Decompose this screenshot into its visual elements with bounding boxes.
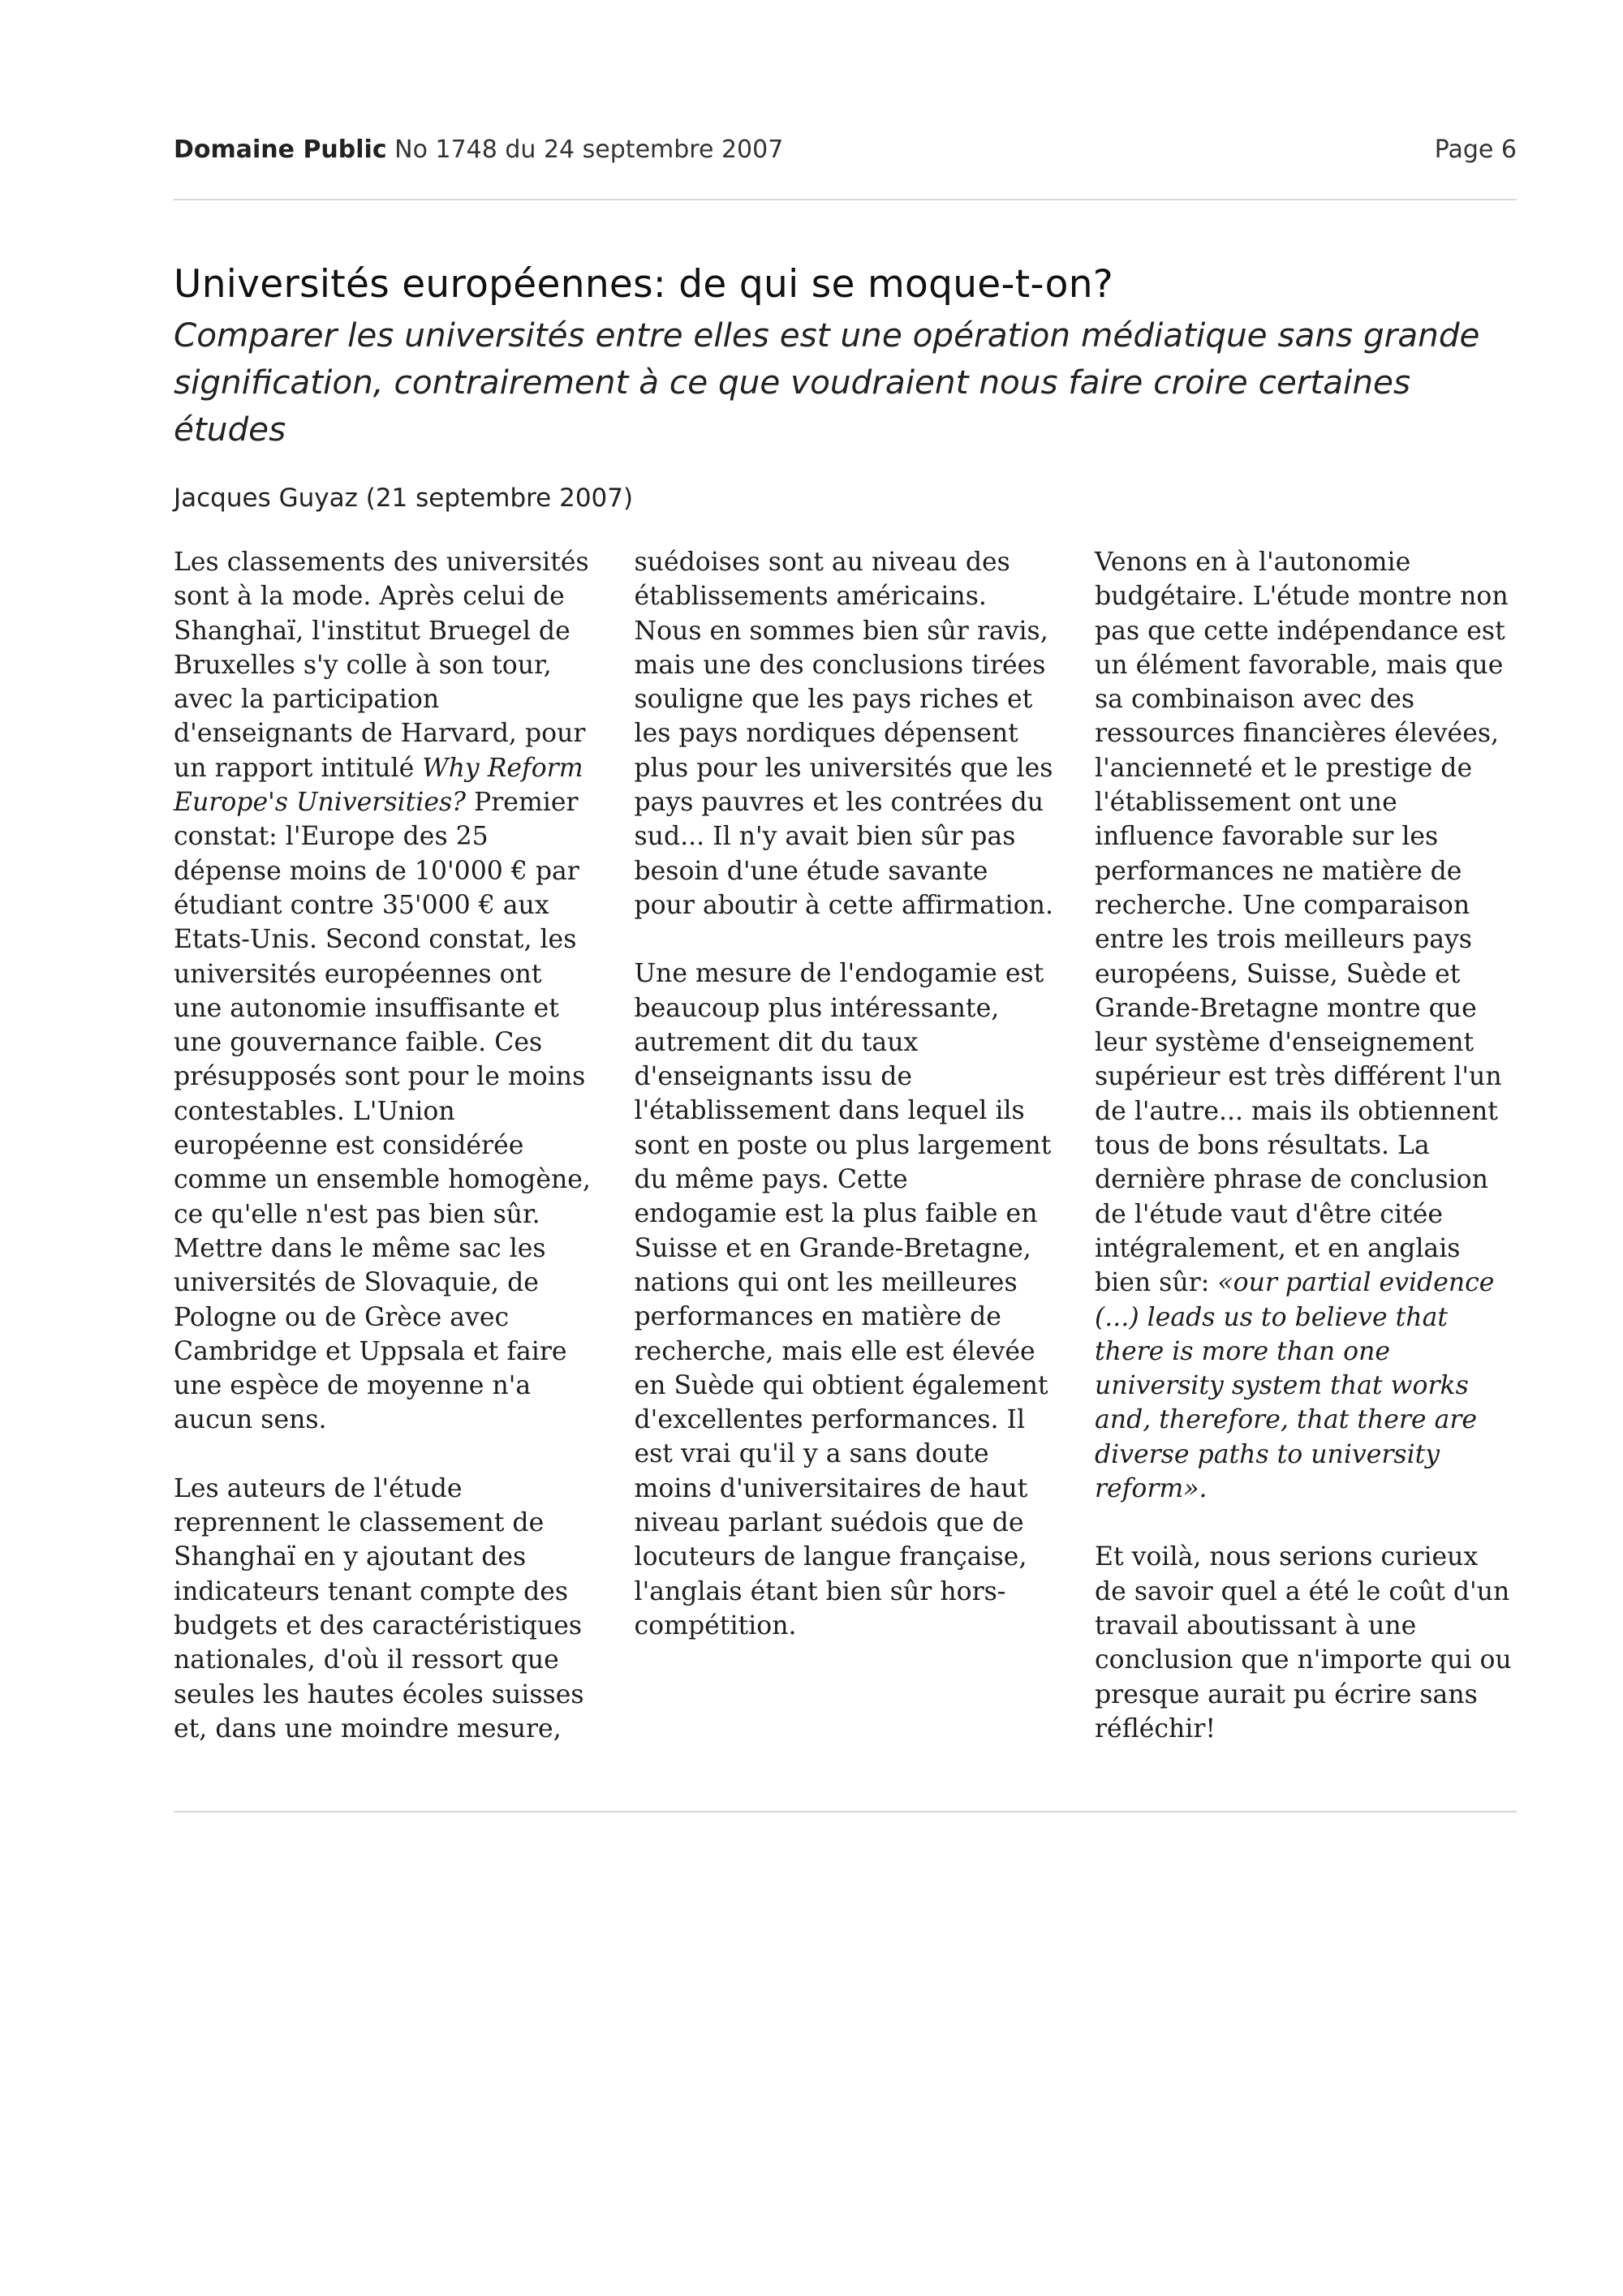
document-page <box>174 130 1517 1743</box>
paragraph: suédoises sont au niveau des établissements américains. Nous en sommes bien sûr ravis, mais une des conclusions tirées souligne que les pays riches et les pays nordiques dépensent plus pour les universités que les pays pauvres et les contrées du sud... Il n'y avait bien sûr pas besoin d'une étude savante pour aboutir à cette affirmation. <box>634 548 1053 920</box>
paragraph-text: Venons en à l'autonomie budgétaire. L'étude montre non pas que cette indépendance est un élément favorable, mais que sa combinaison avec des ressources financières élevées, l'ancienneté et le prestige de l'établissement ont une influence favorable sur les performances ne matière de recherche. Une comparaison entre les trois meilleurs pays européens, Suisse, Suède et Grande-Bretagne montre que leur système d'enseignement supérieur est très différent l'un de l'autre... mais ils obtiennent tous de bons résultats. La dernière phrase de conclusion de l'étude vaut d'être citée intégralement, et en anglais bien sûr: <box>1095 548 1509 1298</box>
report-title: Why Reform Europe's Universities? <box>174 753 583 818</box>
paragraph <box>174 545 596 1438</box>
column-1 <box>174 545 596 1746</box>
column-3 <box>1095 545 1517 1746</box>
footer-divider <box>174 1811 1517 1812</box>
header-divider <box>174 199 1517 200</box>
article-byline: Jacques Guyaz (21 septembre 2007) <box>174 484 634 513</box>
publication-info <box>174 130 783 170</box>
paragraph-text: Premier constat: l'Europe des 25 dépense moins de 10'000 € par étudiant contre 35'000 € aux Etats-Unis. Second constat, les universités européennes ont une autonomie insuffisante et une gouvernance faible. Ces présupposés sont pour le moins contestables. L'Union européenne est considérée comme un ensemble homogène, ce qu'elle n'est pas bien sûr. Mettre dans le même sac les universités de Slovaquie, de Pologne ou de Grèce avec Cambridge et Uppsala et faire une espèce de moyenne n'a aucun sens. <box>174 788 591 1435</box>
paragraph: Les auteurs de l'étude reprennent le classement de Shanghaï en y ajoutant des indicateurs tenant compte des budgets et des caractéristiques nationales, d'où il ressort que seules les hautes écoles suisses et, dans une moindre mesure, <box>174 1473 584 1743</box>
paragraph: Une mesure de l'endogamie est beaucoup plus intéressante, autrement dit du taux d'enseignants issu de l'établissement dans lequel ils sont en poste ou plus largement du même pays. Cette endogamie est la plus faible en Suisse et en Grande-Bretagne, nations qui ont les meilleures performances en matière de recherche, mais elle est élevée en Suède qui obtient également d'excellentes performances. Il est vrai qu'il y a sans doute moins d'universitaires de haut niveau parlant suédois que de locuteurs de langue française, l'anglais étant bien sûr hors-compétition. <box>634 959 1052 1640</box>
article-title: Universités européennes: de qui se moque-t-on? <box>174 262 1114 307</box>
paragraph <box>1095 545 1517 1506</box>
page-number: Page 6 <box>1434 135 1517 164</box>
article-body <box>174 545 1517 1746</box>
page-header <box>174 130 1517 170</box>
english-quote: «our partial evidence (...) leads us to believe that there is more than one university system that works and, therefore, that there are diverse paths to university reform». <box>1095 1268 1495 1504</box>
article-subtitle: Comparer les universités entre elles est une opération médiatique sans grande signification, contrairement à ce que voudraient nous faire croire certaines études <box>174 316 1480 449</box>
issue-info: No 1748 du 24 septembre 2007 <box>386 135 784 164</box>
column-2 <box>635 545 1057 1746</box>
publication-name: Domaine Public <box>174 135 387 164</box>
paragraph-text: Les classements des universités sont à la mode. Après celui de Shanghaï, l'institut Bruegel de Bruxelles s'y colle à son tour, avec la participation d'enseignants de Harvard, pour un rapport intitulé <box>174 548 589 783</box>
paragraph: Et voilà, nous serions curieux de savoir quel a été le coût d'un travail aboutissant à une conclusion que n'importe qui ou presque aurait pu écrire sans réfléchir! <box>1095 1542 1512 1743</box>
